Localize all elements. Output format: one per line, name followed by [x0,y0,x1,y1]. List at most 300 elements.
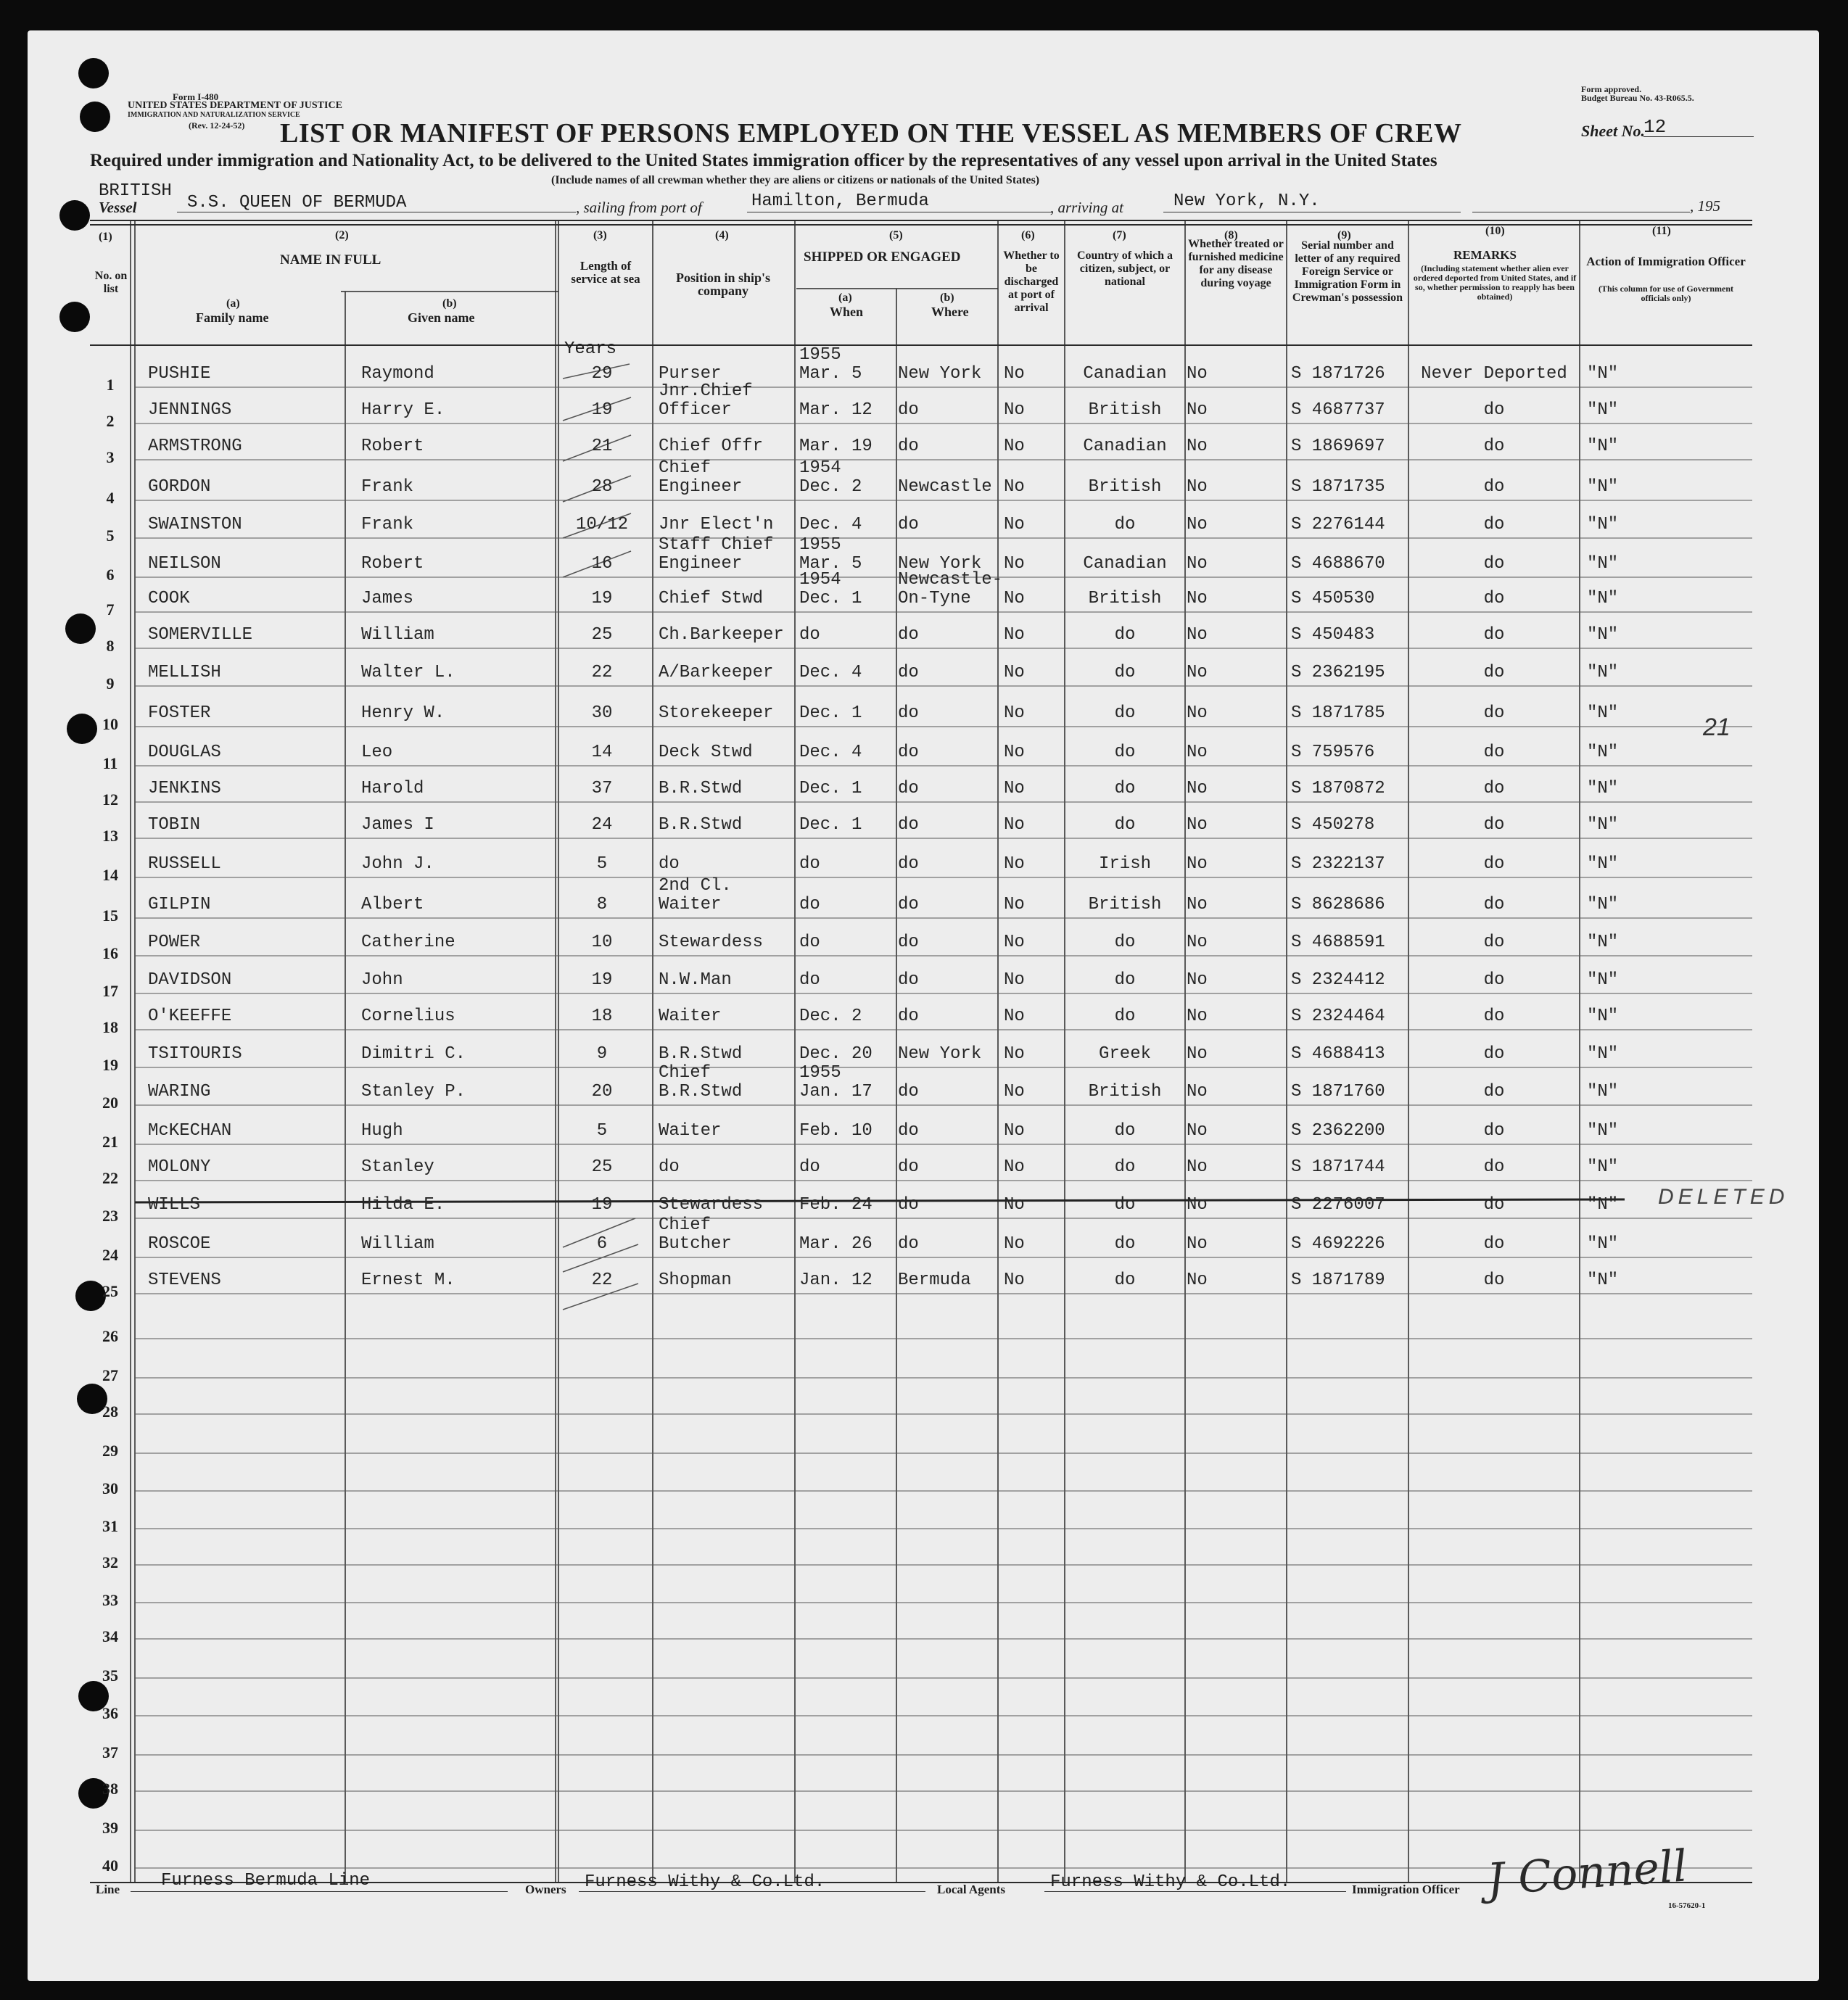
shipped-date: Dec. 1 [799,779,862,798]
immigration-action: "N" [1587,933,1619,952]
immigration-action: "N" [1587,743,1619,762]
shipped-place: New York [898,554,982,574]
shipped-place: New York [898,364,982,384]
discharged: No [1004,933,1025,952]
treated: No [1187,437,1208,456]
immigration-action: "N" [1587,895,1619,914]
row-number: 29 [102,1442,118,1460]
position-line1: 2nd Cl. [659,876,732,896]
given-name: Robert [361,554,424,574]
shipped-date: Mar. 5 [799,364,862,384]
row-number: 21 [102,1133,118,1151]
shipped-date: Dec. 1 [799,589,862,608]
immigration-action: "N" [1587,625,1619,645]
discharged: No [1004,1044,1025,1064]
immigration-action: "N" [1587,1195,1619,1215]
treated: No [1187,477,1208,497]
col11-subheader: (This column for use of Government officials only) [1598,284,1734,303]
family-name: PUSHIE [148,364,211,384]
serial-number: S 1871726 [1291,364,1385,384]
given-name: Dimitri C. [361,1044,466,1064]
row-number: 32 [102,1553,118,1571]
immigration-action: "N" [1587,1234,1619,1254]
immigration-action: "N" [1587,1157,1619,1177]
serial-number: S 2322137 [1291,854,1385,874]
given-name: Robert [361,437,424,456]
given-name: Raymond [361,364,434,384]
shipped-date: Dec. 20 [799,1044,873,1064]
family-name: NEILSON [148,554,221,574]
row-number: 2 [106,412,115,430]
discharged: No [1004,515,1025,534]
row-number: 18 [102,1018,118,1036]
remarks: do [1483,703,1505,723]
position: Shopman [659,1270,732,1290]
remarks: do [1483,1157,1505,1177]
discharged: No [1004,364,1025,384]
col2a-number: (a) [226,297,240,310]
family-name: SOMERVILLE [148,625,253,645]
discharged: No [1004,663,1025,682]
form-approved: Form approved. [1581,84,1642,94]
shipped-date: Jan. 12 [799,1270,873,1290]
col2-number: (2) [335,229,349,241]
agents-label: Local Agents [937,1883,1005,1896]
row-number: 11 [102,754,118,772]
serial-number: S 1871785 [1291,703,1385,723]
serial-number: S 4688413 [1291,1044,1385,1064]
position: Chief Offr [659,437,764,456]
shipped-place: do [898,1007,919,1026]
treated: No [1187,1044,1208,1064]
row-number: 15 [102,906,118,925]
col1-number: (1) [99,231,112,243]
country: do [1114,625,1136,645]
shipped-place: do [898,895,919,914]
position: Waiter [659,1121,722,1141]
country: British [1088,895,1162,914]
remarks: do [1483,1121,1505,1141]
row-number: 36 [102,1704,118,1722]
shipped-year: 1955 [799,1063,841,1083]
row-number: 31 [102,1517,118,1535]
position: Engineer [659,477,743,497]
treated: No [1187,1157,1208,1177]
arrival-port: New York, N.Y. [1173,191,1320,211]
remarks: do [1483,1082,1505,1102]
remarks: do [1483,437,1505,456]
col2-header: NAME IN FULL [280,252,381,268]
col11-header: Action of Immigration Officer [1586,255,1746,268]
serial-number: S 450278 [1291,815,1375,835]
given-name: James [361,589,414,608]
col3-number: (3) [593,229,607,241]
position: B.R.Stwd [659,815,743,835]
department-line: UNITED STATES DEPARTMENT OF JUSTICE [128,100,342,111]
remarks: do [1483,1195,1505,1215]
serial-number: S 4692226 [1291,1234,1385,1254]
discharged: No [1004,703,1025,723]
shipped-place: do [898,625,919,645]
position: Purser [659,364,722,384]
shipped-date: Dec. 4 [799,663,862,682]
family-name: DOUGLAS [148,743,221,762]
serial-number: S 4688670 [1291,554,1385,574]
col2b-header: Given name [408,310,475,325]
form-revision: (Rev. 12-24-52) [189,120,245,131]
position: B.R.Stwd [659,779,743,798]
country: Canadian [1083,364,1167,384]
treated: No [1187,1195,1208,1215]
treated: No [1187,1270,1208,1290]
treated: No [1187,970,1208,990]
row-number: 23 [102,1207,118,1225]
given-name: Albert [361,895,424,914]
position-line1: Chief [659,1063,711,1083]
given-name: Walter L. [361,663,455,682]
remarks: do [1483,743,1505,762]
immigration-action: "N" [1587,1044,1619,1064]
position: Ch.Barkeeper [659,625,784,645]
years-of-service: 9 [596,1044,608,1064]
treated: No [1187,743,1208,762]
shipped-date: Jan. 17 [799,1082,873,1102]
discharged: No [1004,625,1025,645]
shipped-place: do [898,1234,919,1254]
shipped-place: do [898,779,919,798]
treated: No [1187,933,1208,952]
years-of-service: 16 [591,554,613,574]
row-number: 27 [102,1366,118,1384]
col9-number: (9) [1337,229,1351,241]
given-name: Stanley P. [361,1082,466,1102]
shipped-place: do [898,970,919,990]
vessel-nationality: BRITISH [99,181,172,201]
treated: No [1187,364,1208,384]
vessel-label: Vessel [99,199,137,216]
row-number: 7 [106,600,115,619]
row-number: 5 [106,526,115,545]
serial-number: S 1871789 [1291,1270,1385,1290]
position: Engineer [659,554,743,574]
shipped-year: 1954 [799,458,841,478]
immigration-action: "N" [1587,554,1619,574]
owners-label: Owners [525,1883,566,1896]
row-number: 39 [102,1819,118,1837]
serial-number: S 8628686 [1291,895,1385,914]
family-name: GORDON [148,477,211,497]
serial-number: S 4687737 [1291,400,1385,420]
years-of-service: 29 [591,364,613,384]
shipped-place: On-Tyne [898,589,971,608]
family-name: JENNINGS [148,400,232,420]
family-name: GILPIN [148,895,211,914]
discharged: No [1004,1270,1025,1290]
shipped-place-line1: Newcastle- [898,570,1003,590]
given-name: Frank [361,515,414,534]
margin-note: 21 [1703,714,1731,741]
shipped-date: Dec. 1 [799,815,862,835]
shipped-date: do [799,854,820,874]
serial-number: S 1871760 [1291,1082,1385,1102]
col10-subheader: (Including statement whether alien ever ordered deported from United States, and if so, whether permission to reapply has been obtained) [1413,263,1577,302]
treated: No [1187,625,1208,645]
col7-number: (7) [1113,229,1126,241]
given-name: Catherine [361,933,455,952]
years-of-service: 25 [591,1157,613,1177]
vessel-name: S.S. QUEEN OF BERMUDA [187,193,407,212]
col1-header: No. on list [94,270,128,295]
immigration-action: "N" [1587,477,1619,497]
serial-number: S 2324464 [1291,1007,1385,1026]
immigration-action: "N" [1587,779,1619,798]
given-name: William [361,625,434,645]
treated: No [1187,400,1208,420]
line-label: Line [96,1883,120,1896]
shipped-date: Mar. 12 [799,400,873,420]
country: Canadian [1083,554,1167,574]
shipped-place: do [898,1157,919,1177]
shipped-place: do [898,933,919,952]
shipped-place: do [898,743,919,762]
discharged: No [1004,743,1025,762]
position: do [659,1157,680,1177]
immigration-action: "N" [1587,1007,1619,1026]
row-number: 25 [102,1282,118,1300]
service-line: IMMIGRATION AND NATURALIZATION SERVICE [128,111,300,119]
position: Stewardess [659,1195,764,1215]
print-code: 16-57620-1 [1668,1901,1706,1910]
immigration-action: "N" [1587,437,1619,456]
family-name: TOBIN [148,815,201,835]
row-number: 16 [102,944,118,962]
country: British [1088,477,1162,497]
col5b-header: Where [931,305,969,319]
treated: No [1187,703,1208,723]
position: B.R.Stwd [659,1082,743,1102]
given-name: Harold [361,779,424,798]
sailing-port: Hamilton, Bermuda [751,191,929,211]
shipped-place: do [898,400,919,420]
given-name: Harry E. [361,400,445,420]
country: do [1114,1234,1136,1254]
remarks: do [1483,589,1505,608]
treated: No [1187,589,1208,608]
position: Deck Stwd [659,743,753,762]
years-of-service: 10 [591,933,613,952]
row-number: 8 [106,637,115,655]
col11-number: (11) [1652,225,1671,237]
given-name: Hugh [361,1121,403,1141]
serial-number: S 2276007 [1291,1195,1385,1215]
col7-header: Country of which a citizen, subject, or national [1076,249,1173,288]
given-name: Frank [361,477,414,497]
years-of-service: 8 [596,895,608,914]
remarks: do [1483,854,1505,874]
given-name: Cornelius [361,1007,455,1026]
position-line1: Staff Chief [659,535,774,555]
row-number: 30 [102,1479,118,1497]
immigration-action: "N" [1587,663,1619,682]
shipped-place: do [898,1121,919,1141]
shipped-date: Mar. 26 [799,1234,873,1254]
officer-signature: J Connell [1485,1840,1689,1906]
remarks: do [1483,895,1505,914]
treated: No [1187,1234,1208,1254]
country: do [1114,1195,1136,1215]
position: Storekeeper [659,703,774,723]
shipped-date: Dec. 2 [799,477,862,497]
serial-number: S 450483 [1291,625,1375,645]
immigration-action: "N" [1587,400,1619,420]
col5-number: (5) [889,229,903,241]
given-name: Stanley [361,1157,434,1177]
family-name: COOK [148,589,190,608]
country: do [1114,1121,1136,1141]
immigration-action: "N" [1587,589,1619,608]
family-name: O'KEEFFE [148,1007,232,1026]
country: British [1088,1082,1162,1102]
col5-header: SHIPPED OR ENGAGED [804,249,961,265]
owners-value: Furness Withy & Co.Ltd. [585,1872,825,1892]
immigration-action: "N" [1587,1121,1619,1141]
row-number: 37 [102,1743,118,1761]
position: A/Barkeeper [659,663,774,682]
years-label: Years [564,339,617,359]
remarks: do [1483,1270,1505,1290]
remarks: do [1483,477,1505,497]
shipped-year: 1954 [799,570,841,590]
family-name: WARING [148,1082,211,1102]
country: do [1114,933,1136,952]
shipped-place: Newcastle [898,477,992,497]
given-name: Leo [361,743,393,762]
family-name: MOLONY [148,1157,211,1177]
remarks: do [1483,663,1505,682]
row-number: 13 [102,827,118,845]
family-name: JENKINS [148,779,221,798]
immigration-action: "N" [1587,515,1619,534]
row-number: 6 [106,566,115,584]
shipped-year: 1955 [799,535,841,555]
family-name: TSITOURIS [148,1044,242,1064]
years-of-service: 19 [591,970,613,990]
row-number: 17 [102,982,118,1000]
country: Greek [1098,1044,1151,1064]
year-label: , 195 [1690,197,1720,215]
shipped-date: Mar. 5 [799,554,862,574]
years-of-service: 22 [591,663,613,682]
sheet-label: Sheet No. [1581,122,1645,140]
position: Waiter [659,895,722,914]
treated: No [1187,815,1208,835]
sailing-label: , sailing from port of [576,199,702,216]
col10-header: REMARKS [1453,248,1517,262]
family-name: WILLS [148,1195,201,1215]
deleted-annotation: DELETED [1658,1185,1789,1209]
position: Stewardess [659,933,764,952]
shipped-date: Dec. 4 [799,743,862,762]
family-name: RUSSELL [148,854,221,874]
col5b-number: (b) [940,292,954,304]
shipped-place: do [898,515,919,534]
serial-number: S 2362200 [1291,1121,1385,1141]
budget-bureau: Budget Bureau No. 43-R065.5. [1581,93,1694,103]
position: Officer [659,400,732,420]
remarks: do [1483,400,1505,420]
position: B.R.Stwd [659,1044,743,1064]
country: do [1114,1007,1136,1026]
row-number: 19 [102,1056,118,1074]
position: Jnr Elect'n [659,515,774,534]
col5a-number: (a) [838,292,852,304]
shipped-year: 1955 [799,345,841,365]
discharged: No [1004,1121,1025,1141]
years-of-service: 19 [591,589,613,608]
years-of-service: 21 [591,437,613,456]
row-number: 28 [102,1402,118,1421]
shipped-place: do [898,437,919,456]
row-number: 34 [102,1627,118,1645]
remarks: do [1483,970,1505,990]
years-of-service: 5 [596,854,608,874]
row-number: 12 [102,790,118,809]
immigration-action: "N" [1587,364,1619,384]
col6-number: (6) [1021,229,1035,241]
treated: No [1187,1007,1208,1026]
country: do [1114,703,1136,723]
immigration-action: "N" [1587,1270,1619,1290]
discharged: No [1004,815,1025,835]
years-of-service: 18 [591,1007,613,1026]
col2b-number: (b) [442,297,457,310]
row-number: 3 [106,448,115,466]
row-number: 33 [102,1591,118,1609]
position: Chief Stwd [659,589,764,608]
shipped-place: do [898,1195,919,1215]
shipped-date: Dec. 4 [799,515,862,534]
discharged: No [1004,1195,1025,1215]
shipped-place: do [898,815,919,835]
treated: No [1187,1082,1208,1102]
position-line1: Chief [659,1215,711,1235]
country: British [1088,589,1162,608]
discharged: No [1004,1157,1025,1177]
position: N.W.Man [659,970,732,990]
sheet-number: 12 [1643,116,1667,138]
country: do [1114,815,1136,835]
given-name: William [361,1234,434,1254]
shipped-date: do [799,970,820,990]
discharged: No [1004,589,1025,608]
subtitle: Required under immigration and Nationality Act, to be delivered to the United States immigration officer by the representatives of any vessel upon arrival in the United States [90,151,1437,170]
shipped-date: Mar. 19 [799,437,873,456]
serial-number: S 4688591 [1291,933,1385,952]
row-number: 40 [102,1856,118,1875]
remarks: do [1483,515,1505,534]
serial-number: S 2276144 [1291,515,1385,534]
discharged: No [1004,400,1025,420]
serial-number: S 759576 [1291,743,1375,762]
col10-number: (10) [1485,225,1505,237]
shipped-date: do [799,1157,820,1177]
family-name: ARMSTRONG [148,437,242,456]
treated: No [1187,895,1208,914]
col2a-header: Family name [196,310,269,325]
country: do [1114,779,1136,798]
years-of-service: 28 [591,477,613,497]
row-number: 10 [102,715,118,733]
